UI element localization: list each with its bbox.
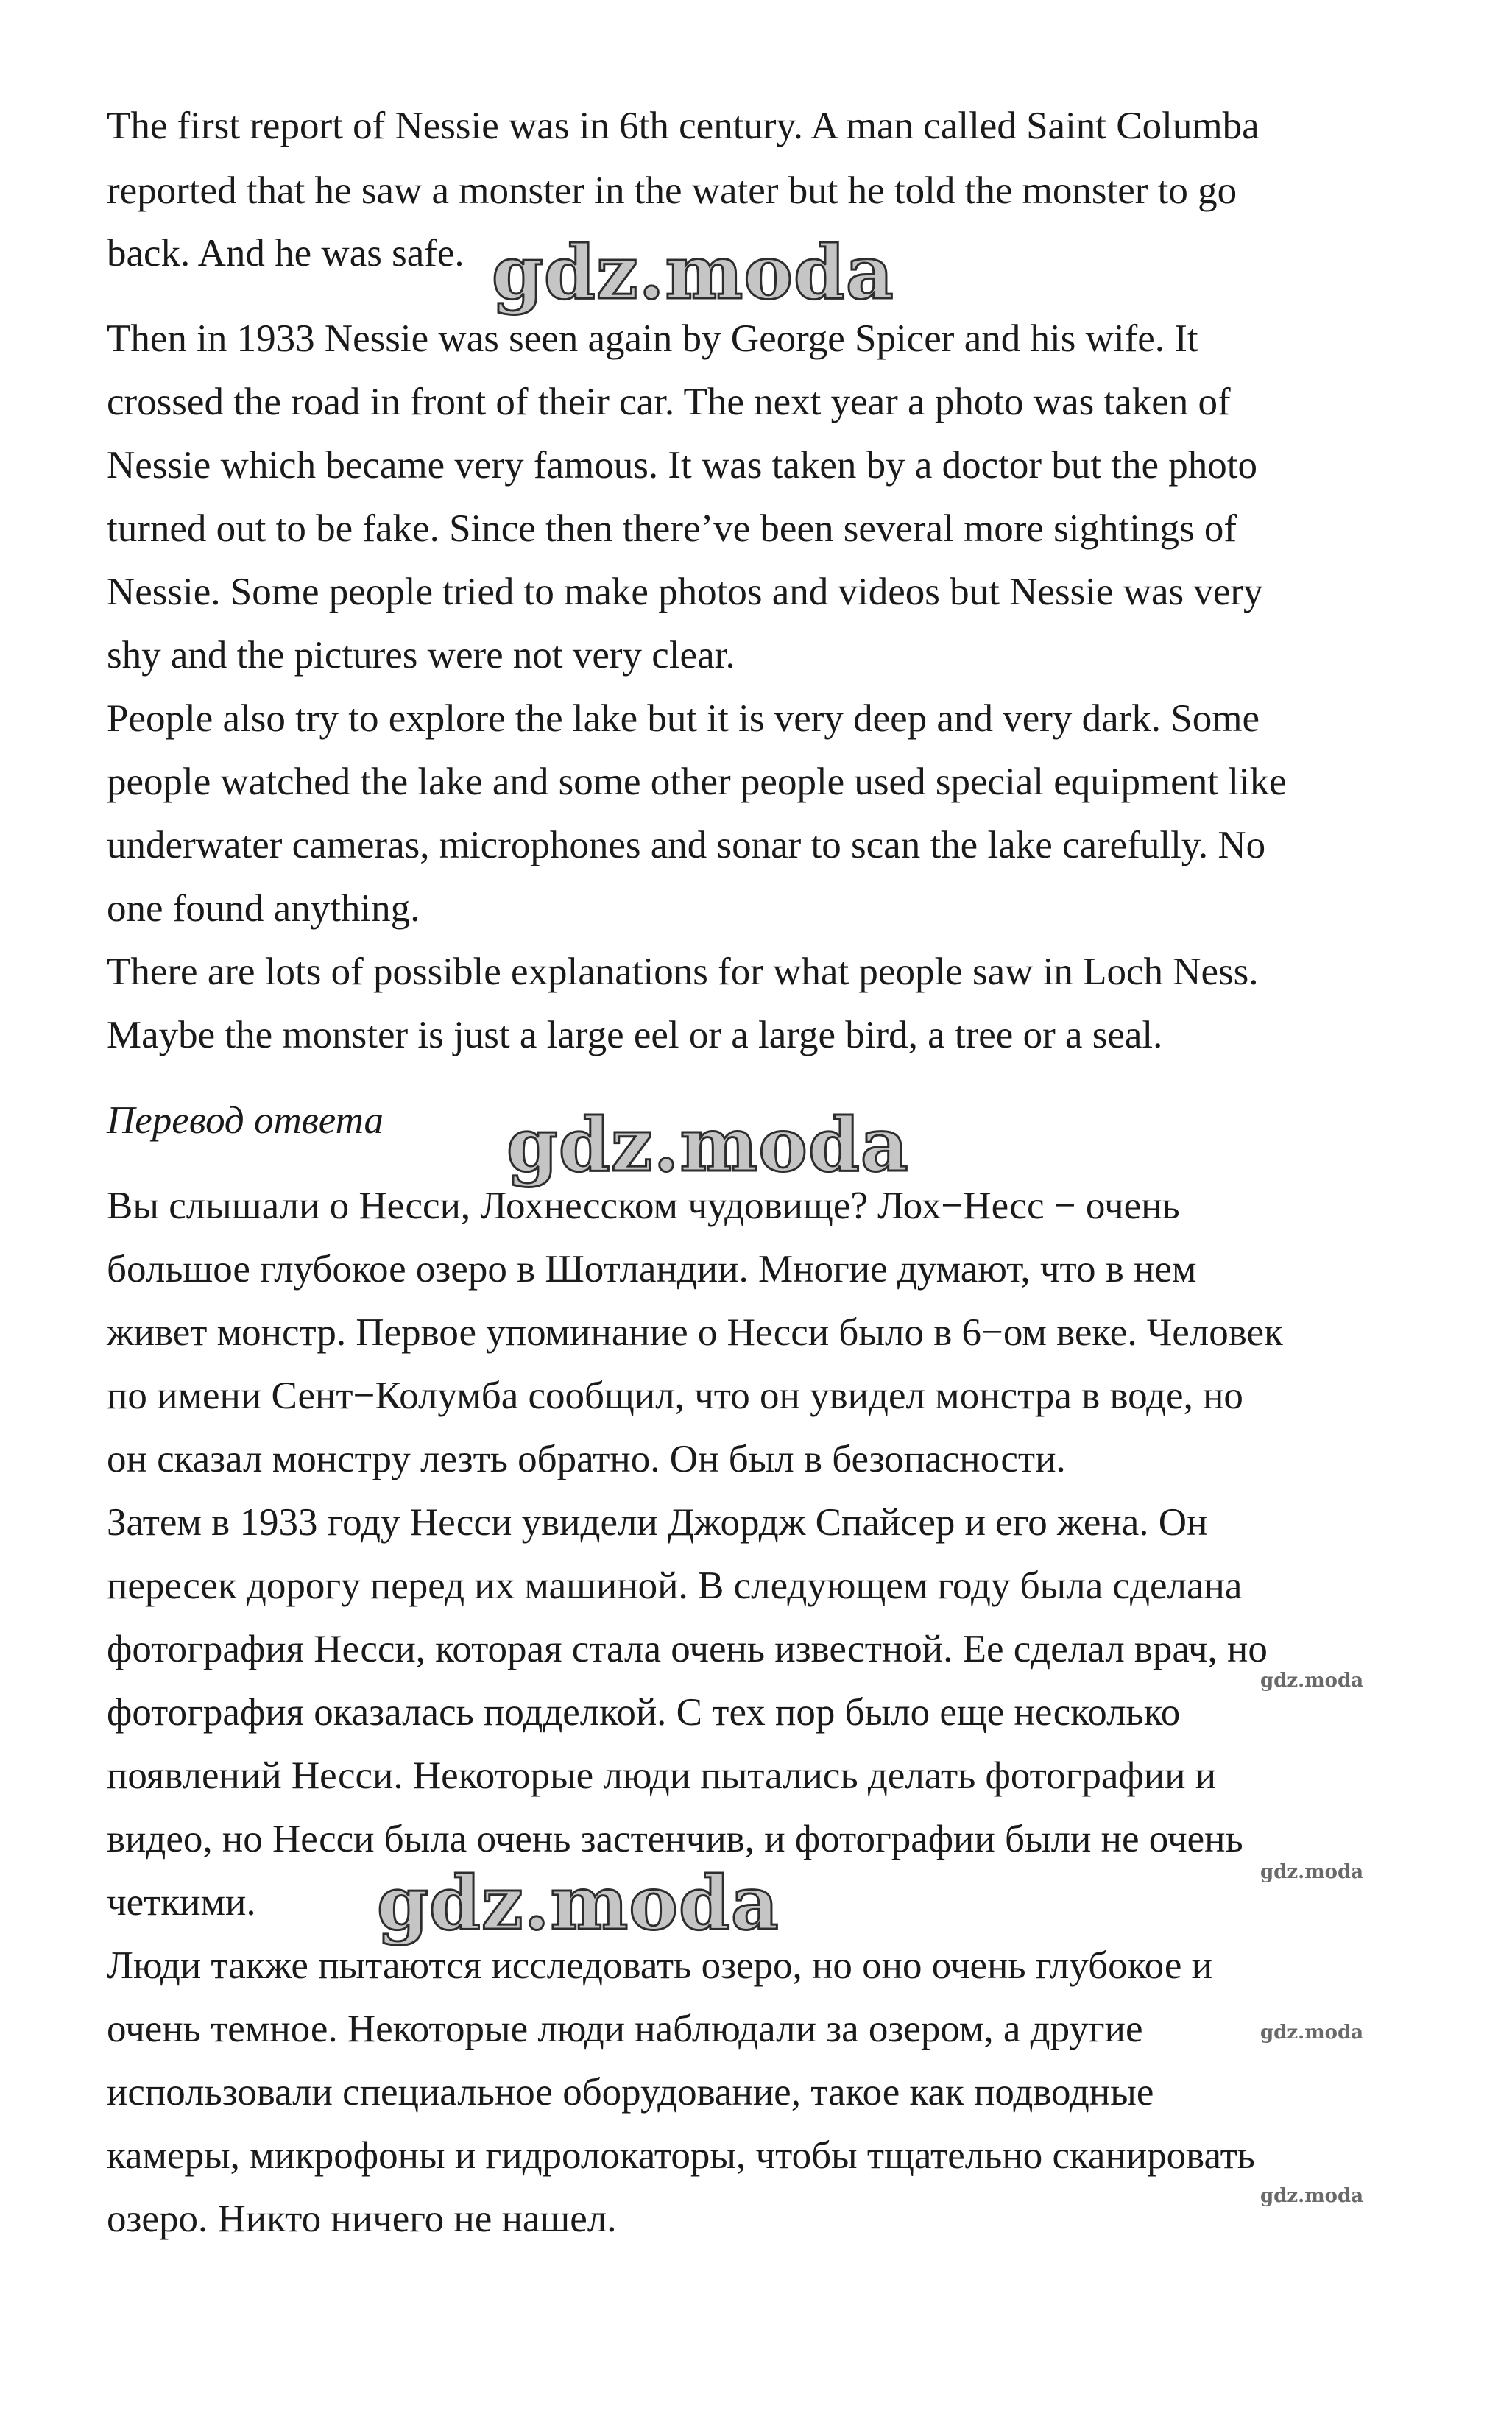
russian-p2-line2: пересек дорогу перед их машиной. В следующем году была сделана: [107, 1564, 1243, 1607]
english-p2-line5: Nessie. Some people tried to make photos and videos but Nessie was very: [107, 571, 1263, 613]
russian-p2-line7: четкими.: [107, 1881, 256, 1924]
watermark-small: gdz.moda: [1260, 2185, 1364, 2207]
watermark-small: gdz.moda: [1260, 1861, 1364, 1883]
watermark-small: gdz.moda: [1260, 1670, 1364, 1692]
english-p2-line6: shy and the pictures were not very clear.: [107, 634, 735, 677]
watermark-large: gdz.moda: [506, 1101, 909, 1188]
russian-p2-line3: фотография Несси, которая стала очень известной. Ее сделал врач, но: [107, 1628, 1268, 1670]
watermark-large: gdz.moda: [377, 1860, 780, 1946]
russian-p3-line3: использовали специальное оборудование, такое как подводные: [107, 2071, 1154, 2114]
english-p1-line3: back. And he was safe.: [107, 232, 464, 275]
english-p2-line1: Then in 1933 Nessie was seen again by George Spicer and his wife. It: [107, 317, 1198, 360]
russian-p1-line2: большое глубокое озеро в Шотландии. Многие думают, что в нем: [107, 1248, 1197, 1291]
english-p3-line2: people watched the lake and some other people used special equipment like: [107, 760, 1287, 803]
russian-p2-line6: видео, но Несси была очень застенчив, и фотографии были не очень: [107, 1818, 1243, 1860]
russian-p1-line4: по имени Сент−Колумба сообщил, что он увидел монстра в воде, но: [107, 1374, 1243, 1417]
russian-p3-line5: озеро. Никто ничего не нашел.: [107, 2198, 617, 2240]
russian-p2-line1: Затем в 1933 году Несси увидели Джордж Спайсер и его жена. Он: [107, 1501, 1208, 1544]
english-p4-line1: There are lots of possible explanations for what people saw in Loch Ness.: [107, 950, 1259, 993]
english-p2-line3: Nessie which became very famous. It was taken by a doctor but the photo: [107, 444, 1258, 487]
russian-p3-line1: Люди также пытаются исследовать озеро, но оно очень глубокое и: [107, 1944, 1212, 1987]
english-p1-line1: The first report of Nessie was in 6th century. A man called Saint Columba: [107, 105, 1260, 147]
english-p2-line2: crossed the road in front of their car. The next year a photo was taken of: [107, 381, 1231, 423]
russian-p1-line1: Вы слышали о Несси, Лохнесском чудовище? Лох−Несс − очень: [107, 1185, 1180, 1227]
english-p3-line3: underwater cameras, microphones and sonar to scan the lake carefully. No: [107, 824, 1266, 866]
russian-p3-line4: камеры, микрофоны и гидролокаторы, чтобы тщательно сканировать: [107, 2134, 1255, 2177]
russian-p2-line5: появлений Несси. Некоторые люди пытались делать фотографии и: [107, 1754, 1217, 1797]
russian-p1-line3: живет монстр. Первое упоминание о Несси было в 6−ом веке. Человек: [107, 1311, 1283, 1354]
watermark-large: gdz.moda: [492, 229, 894, 316]
watermark-small: gdz.moda: [1260, 2022, 1364, 2044]
russian-p2-line4: фотография оказалась подделкой. С тех пор было еще несколько: [107, 1691, 1181, 1734]
english-p2-line4: turned out to be fake. Since then there’ve been several more sightings of: [107, 507, 1237, 550]
english-p3-line1: People also try to explore the lake but it is very deep and very dark. Some: [107, 697, 1260, 740]
translation-heading: Перевод ответа: [107, 1099, 384, 1142]
english-p1-line2: reported that he saw a monster in the water but he told the monster to go: [107, 169, 1237, 212]
russian-p3-line2: очень темное. Некоторые люди наблюдали за озером, а другие: [107, 2008, 1143, 2050]
english-p4-line2: Maybe the monster is just a large eel or a large bird, a tree or a seal.: [107, 1014, 1163, 1056]
russian-p1-line5: он сказал монстру лезть обратно. Он был в безопасности.: [107, 1438, 1066, 1480]
english-p3-line4: one found anything.: [107, 887, 420, 930]
